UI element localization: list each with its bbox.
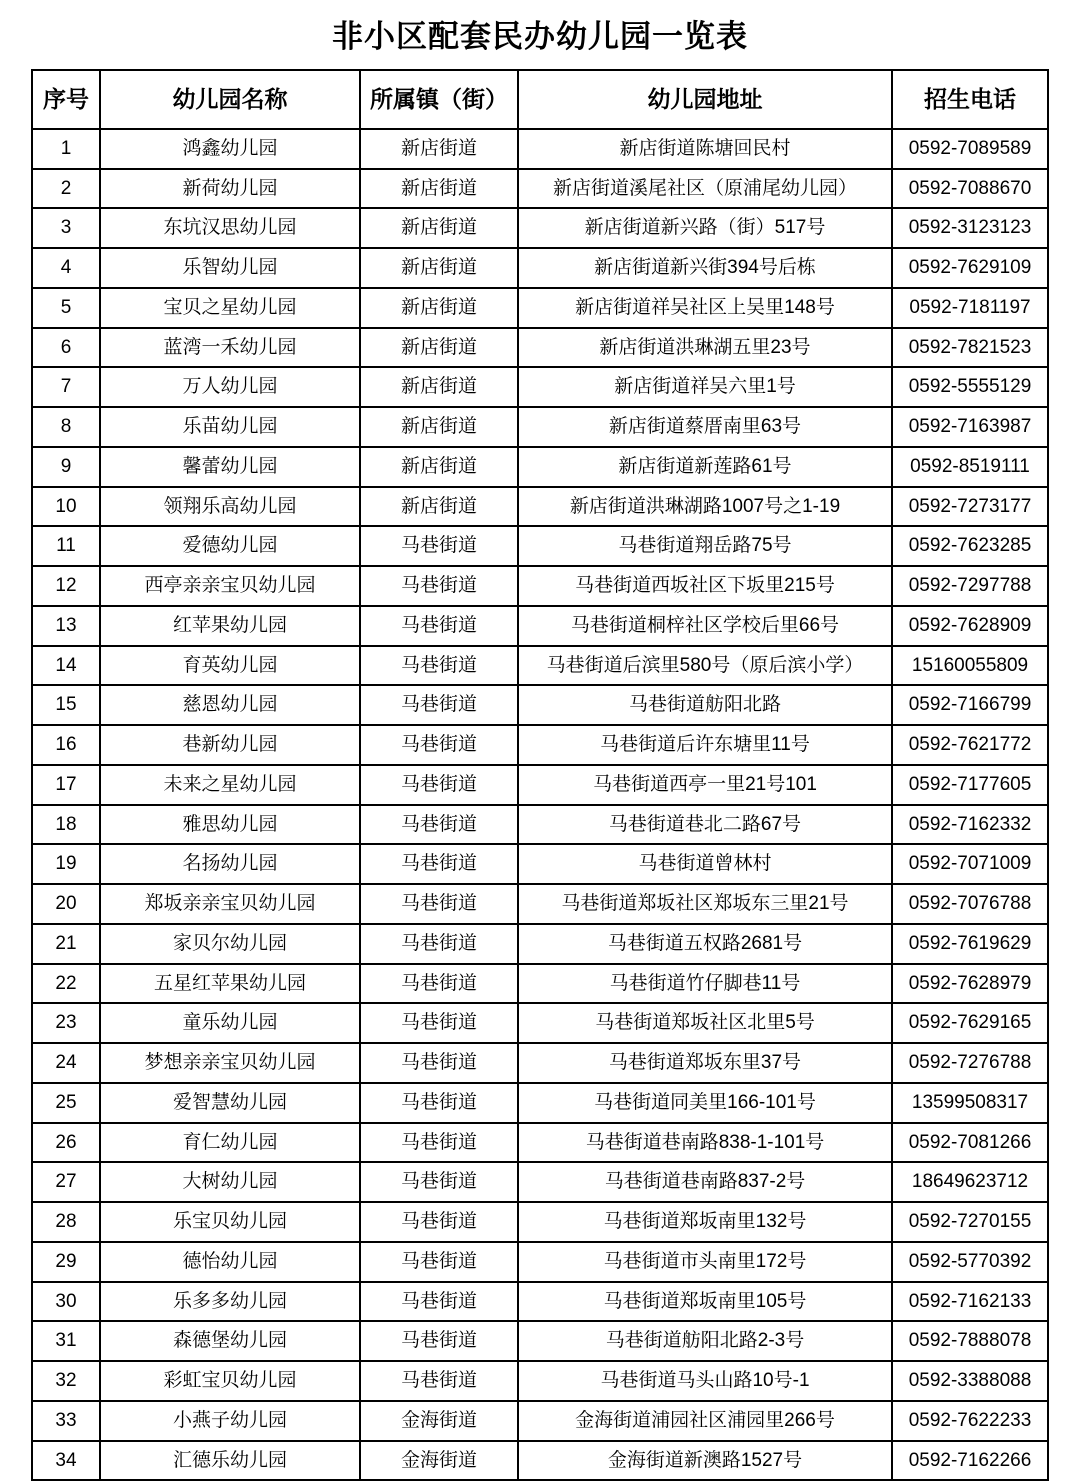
row-phone: 0592-7081266 [892,1123,1048,1163]
row-phone: 0592-7163987 [892,407,1048,447]
row-index: 20 [32,884,100,924]
row-address: 马巷街道市头南里172号 [518,1242,892,1282]
row-town: 马巷街道 [360,1202,518,1242]
row-index: 24 [32,1043,100,1083]
row-address: 新店街道新兴路（街）517号 [518,208,892,248]
row-kindergarten-name: 爱德幼儿园 [100,526,360,566]
row-phone: 0592-7276788 [892,1043,1048,1083]
row-kindergarten-name: 红苹果幼儿园 [100,606,360,646]
table-row [32,487,1048,527]
row-address: 马巷街道巷南路838-1-101号 [518,1123,892,1163]
table-row [32,288,1048,328]
row-address: 马巷街道后滨里580号（原后滨小学） [518,646,892,686]
row-phone: 0592-7181197 [892,288,1048,328]
row-town: 马巷街道 [360,1242,518,1282]
row-town: 马巷街道 [360,1321,518,1361]
row-kindergarten-name: 育仁幼儿园 [100,1123,360,1163]
row-phone: 18649623712 [892,1162,1048,1202]
row-address: 马巷街道舫阳北路2-3号 [518,1321,892,1361]
column-header-phone: 招生电话 [892,70,1048,129]
table-row [32,328,1048,368]
row-index: 9 [32,447,100,487]
row-town: 马巷街道 [360,1083,518,1123]
row-kindergarten-name: 未来之星幼儿园 [100,765,360,805]
row-kindergarten-name: 郑坂亲亲宝贝幼儿园 [100,884,360,924]
row-phone: 0592-5555129 [892,367,1048,407]
row-phone: 0592-7071009 [892,844,1048,884]
row-address: 马巷街道曾林村 [518,844,892,884]
row-phone: 0592-7270155 [892,1202,1048,1242]
row-index: 1 [32,129,100,169]
row-address: 马巷街道西亭一里21号101 [518,765,892,805]
row-index: 12 [32,566,100,606]
table-row [32,606,1048,646]
table-row [32,1401,1048,1441]
row-town: 马巷街道 [360,606,518,646]
row-kindergarten-name: 小燕子幼儿园 [100,1401,360,1441]
row-town: 新店街道 [360,328,518,368]
row-town: 马巷街道 [360,1043,518,1083]
row-phone: 0592-7619629 [892,924,1048,964]
table-row [32,248,1048,288]
row-town: 马巷街道 [360,805,518,845]
row-kindergarten-name: 万人幼儿园 [100,367,360,407]
row-town: 新店街道 [360,367,518,407]
row-town: 马巷街道 [360,646,518,686]
row-address: 新店街道蔡厝南里63号 [518,407,892,447]
row-index: 27 [32,1162,100,1202]
row-index: 32 [32,1361,100,1401]
row-index: 25 [32,1083,100,1123]
row-address: 马巷街道竹仔脚巷11号 [518,964,892,1004]
table-row [32,566,1048,606]
row-phone: 0592-7821523 [892,328,1048,368]
row-phone: 0592-7162133 [892,1282,1048,1322]
row-index: 3 [32,208,100,248]
row-town: 新店街道 [360,169,518,209]
row-index: 23 [32,1003,100,1043]
table-body [32,129,1048,1481]
row-phone: 13599508317 [892,1083,1048,1123]
row-town: 马巷街道 [360,964,518,1004]
row-town: 马巷街道 [360,685,518,725]
row-town: 马巷街道 [360,725,518,765]
table-row [32,1242,1048,1282]
table-row [32,367,1048,407]
table-row [32,407,1048,447]
row-address: 马巷街道五权路2681号 [518,924,892,964]
row-address: 马巷街道舫阳北路 [518,685,892,725]
row-kindergarten-name: 大树幼儿园 [100,1162,360,1202]
row-phone: 0592-3123123 [892,208,1048,248]
row-phone: 0592-7888078 [892,1321,1048,1361]
row-address: 马巷街道同美里166-101号 [518,1083,892,1123]
row-phone: 0592-7629109 [892,248,1048,288]
row-index: 13 [32,606,100,646]
row-index: 17 [32,765,100,805]
row-index: 5 [32,288,100,328]
row-kindergarten-name: 东坑汉思幼儿园 [100,208,360,248]
column-header-index: 序号 [32,70,100,129]
table-header [32,70,1048,129]
table-row [32,1202,1048,1242]
table-row [32,646,1048,686]
row-town: 马巷街道 [360,526,518,566]
row-phone: 0592-7628979 [892,964,1048,1004]
row-town: 新店街道 [360,208,518,248]
row-phone: 0592-7166799 [892,685,1048,725]
row-index: 18 [32,805,100,845]
row-index: 22 [32,964,100,1004]
row-town: 新店街道 [360,447,518,487]
row-index: 26 [32,1123,100,1163]
row-phone: 0592-7162266 [892,1441,1048,1481]
row-town: 马巷街道 [360,1162,518,1202]
row-index: 8 [32,407,100,447]
row-address: 新店街道新兴街394号后栋 [518,248,892,288]
row-phone: 0592-7623285 [892,526,1048,566]
row-address: 金海街道浦园社区浦园里266号 [518,1401,892,1441]
row-kindergarten-name: 乐智幼儿园 [100,248,360,288]
row-index: 34 [32,1441,100,1481]
row-index: 2 [32,169,100,209]
table-row [32,447,1048,487]
row-kindergarten-name: 雅思幼儿园 [100,805,360,845]
row-town: 金海街道 [360,1441,518,1481]
table-row [32,844,1048,884]
row-kindergarten-name: 彩虹宝贝幼儿园 [100,1361,360,1401]
row-kindergarten-name: 家贝尔幼儿园 [100,924,360,964]
row-kindergarten-name: 巷新幼儿园 [100,725,360,765]
table-row [32,1162,1048,1202]
table-row [32,765,1048,805]
row-town: 马巷街道 [360,765,518,805]
row-address: 新店街道洪琳湖五里23号 [518,328,892,368]
row-kindergarten-name: 名扬幼儿园 [100,844,360,884]
row-phone: 0592-7621772 [892,725,1048,765]
row-phone: 0592-7273177 [892,487,1048,527]
row-phone: 0592-7629165 [892,1003,1048,1043]
row-address: 马巷街道郑坂东里37号 [518,1043,892,1083]
row-kindergarten-name: 慈恩幼儿园 [100,685,360,725]
row-index: 19 [32,844,100,884]
row-phone: 0592-7622233 [892,1401,1048,1441]
row-kindergarten-name: 梦想亲亲宝贝幼儿园 [100,1043,360,1083]
table-row [32,208,1048,248]
row-kindergarten-name: 馨蕾幼儿园 [100,447,360,487]
row-kindergarten-name: 西亭亲亲宝贝幼儿园 [100,566,360,606]
row-town: 马巷街道 [360,1361,518,1401]
table-row [32,884,1048,924]
row-index: 30 [32,1282,100,1322]
row-phone: 0592-7297788 [892,566,1048,606]
row-address: 马巷街道巷北二路67号 [518,805,892,845]
row-phone: 0592-7177605 [892,765,1048,805]
table-row [32,725,1048,765]
row-kindergarten-name: 德怡幼儿园 [100,1242,360,1282]
row-index: 15 [32,685,100,725]
row-kindergarten-name: 育英幼儿园 [100,646,360,686]
row-town: 新店街道 [360,288,518,328]
row-town: 马巷街道 [360,924,518,964]
row-address: 新店街道祥吴社区上吴里148号 [518,288,892,328]
row-kindergarten-name: 童乐幼儿园 [100,1003,360,1043]
row-kindergarten-name: 新荷幼儿园 [100,169,360,209]
table-row [32,1043,1048,1083]
row-address: 马巷街道后许东塘里11号 [518,725,892,765]
table-row [32,685,1048,725]
row-kindergarten-name: 领翔乐高幼儿园 [100,487,360,527]
row-index: 31 [32,1321,100,1361]
row-kindergarten-name: 爱智慧幼儿园 [100,1083,360,1123]
row-index: 14 [32,646,100,686]
column-header-address: 幼儿园地址 [518,70,892,129]
row-town: 马巷街道 [360,1123,518,1163]
column-header-town: 所属镇（街） [360,70,518,129]
row-phone: 0592-7088670 [892,169,1048,209]
row-phone: 0592-3388088 [892,1361,1048,1401]
table-row [32,129,1048,169]
row-address: 新店街道新莲路61号 [518,447,892,487]
row-index: 7 [32,367,100,407]
row-phone: 15160055809 [892,646,1048,686]
row-address: 马巷街道西坂社区下坂里215号 [518,566,892,606]
row-index: 33 [32,1401,100,1441]
row-index: 28 [32,1202,100,1242]
table-row [32,1361,1048,1401]
table-row [32,1441,1048,1481]
page-title: 非小区配套民办幼儿园一览表 [332,19,748,54]
table-row [32,1282,1048,1322]
row-town: 新店街道 [360,487,518,527]
row-address: 马巷街道郑坂社区北里5号 [518,1003,892,1043]
table-row [32,1123,1048,1163]
row-phone: 0592-7076788 [892,884,1048,924]
row-kindergarten-name: 宝贝之星幼儿园 [100,288,360,328]
row-index: 29 [32,1242,100,1282]
table-row [32,805,1048,845]
row-address: 马巷街道郑坂社区郑坂东三里21号 [518,884,892,924]
row-address: 马巷街道马头山路10号-1 [518,1361,892,1401]
kindergarten-table [31,69,1049,1481]
row-kindergarten-name: 乐宝贝幼儿园 [100,1202,360,1242]
row-index: 6 [32,328,100,368]
row-kindergarten-name: 五星红苹果幼儿园 [100,964,360,1004]
row-town: 马巷街道 [360,1003,518,1043]
row-address: 马巷街道郑坂南里132号 [518,1202,892,1242]
row-address: 马巷街道巷南路837-2号 [518,1162,892,1202]
row-index: 16 [32,725,100,765]
row-kindergarten-name: 森德堡幼儿园 [100,1321,360,1361]
row-town: 新店街道 [360,248,518,288]
table-row [32,1083,1048,1123]
table-row [32,964,1048,1004]
row-phone: 0592-8519111 [892,447,1048,487]
row-index: 10 [32,487,100,527]
row-address: 新店街道祥吴六里1号 [518,367,892,407]
row-address: 新店街道洪琳湖路1007号之1-19 [518,487,892,527]
column-header-name: 幼儿园名称 [100,70,360,129]
row-index: 4 [32,248,100,288]
row-address: 马巷街道郑坂南里105号 [518,1282,892,1322]
row-kindergarten-name: 乐苗幼儿园 [100,407,360,447]
row-town: 金海街道 [360,1401,518,1441]
row-kindergarten-name: 鸿鑫幼儿园 [100,129,360,169]
table-row [32,1003,1048,1043]
row-index: 21 [32,924,100,964]
row-phone: 0592-7162332 [892,805,1048,845]
row-address: 新店街道溪尾社区（原浦尾幼儿园） [518,169,892,209]
table-row [32,169,1048,209]
row-address: 马巷街道翔岳路75号 [518,526,892,566]
row-address: 金海街道新澳路1527号 [518,1441,892,1481]
row-kindergarten-name: 蓝湾一禾幼儿园 [100,328,360,368]
row-phone: 0592-5770392 [892,1242,1048,1282]
row-town: 新店街道 [360,129,518,169]
row-town: 马巷街道 [360,884,518,924]
row-town: 马巷街道 [360,844,518,884]
table-header-row [32,70,1048,129]
row-kindergarten-name: 乐多多幼儿园 [100,1282,360,1322]
row-town: 新店街道 [360,407,518,447]
row-phone: 0592-7628909 [892,606,1048,646]
row-phone: 0592-7089589 [892,129,1048,169]
table-row [32,924,1048,964]
table-row [32,526,1048,566]
row-kindergarten-name: 汇德乐幼儿园 [100,1441,360,1481]
row-town: 马巷街道 [360,566,518,606]
row-address: 马巷街道桐梓社区学校后里66号 [518,606,892,646]
row-town: 马巷街道 [360,1282,518,1322]
row-address: 新店街道陈塘回民村 [518,129,892,169]
table-row [32,1321,1048,1361]
row-index: 11 [32,526,100,566]
